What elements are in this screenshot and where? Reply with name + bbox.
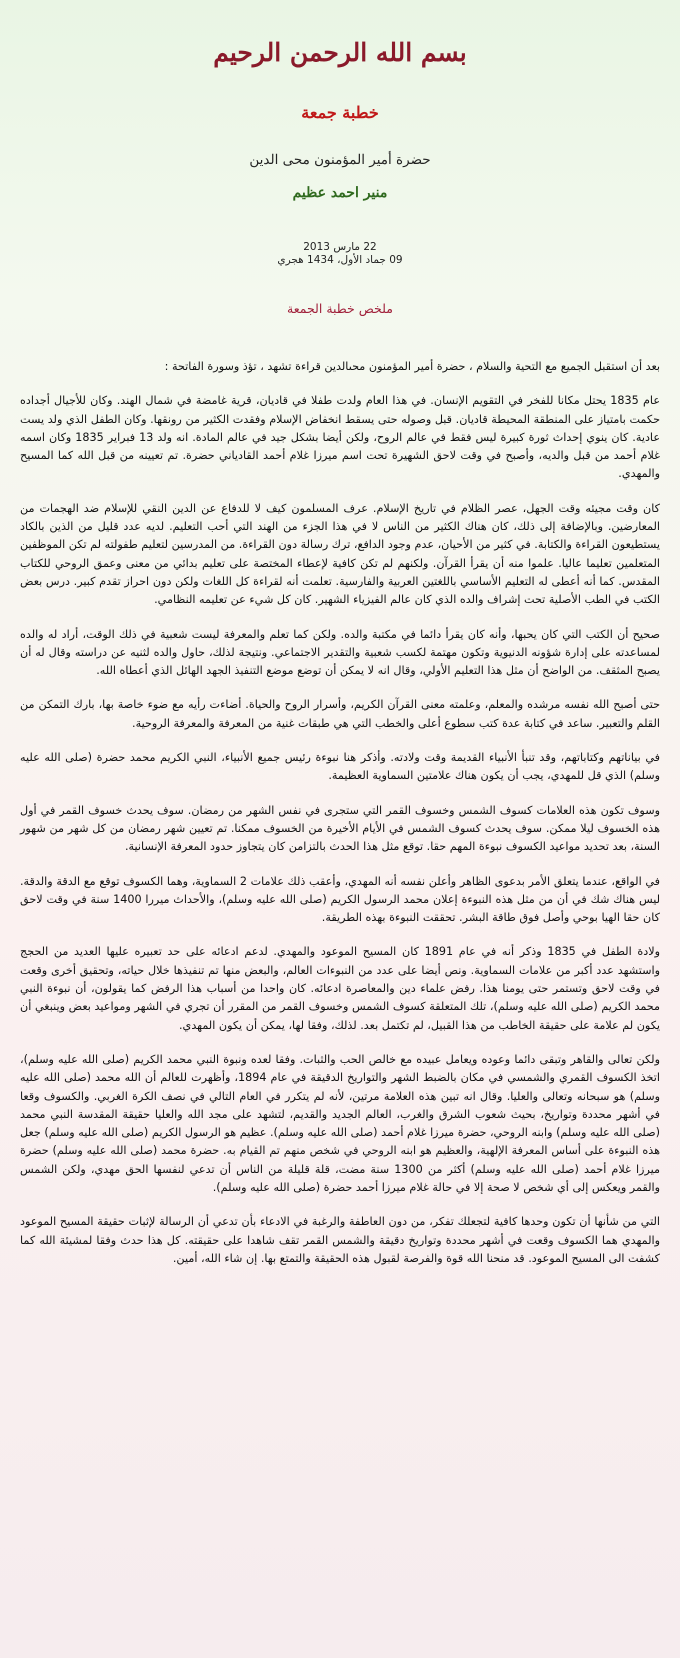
paragraph: حتى أصبح الله نفسه مرشده والمعلم، وعلمته معنى القرآن الكريم، وأسرار الروح والحياة. أضاءت رأيه مع ضوء خاصة بها، بارك التمكن من القلم والتعبير. ساعد في كتابة عدة كتب سطوع أعلى والخطب التي هي طبقات غنية من المعرفة والمعرفة الروحية. [20, 698, 660, 730]
imam-name: حضرة أمير المؤمنون محى الدين [249, 152, 431, 168]
basmala-heading: بسم الله الرحمن الرحيم [213, 38, 467, 67]
translator-name: منير احمد عظيم [292, 185, 388, 201]
paragraph: عام 1835 يحتل مكانا للفخر في التقويم الإنسان. في هذا العام ولدت طفلا في قاديان، قرية غامضة في شمال الهند. وكان للأجيال أجداده حكمت بامتياز على المنطقة المحيطة قاديان. قبل وصوله حتى يسقط انخفاض الإسلام وفقدت الكثير من رونقها. وكان الطفل الذي ولد يست عادية. كان ينوي إحداث ثورة كبيرة ليس فقط في عالم الروح، ولكن أيضا بشكل جيد في عالم المادة. انه ولد 13 فبراير 1835 وكان اسمه غلام أحمد من قبل والديه، وأصبح في وقت لاحق الشهيرة تحت اسم ميرزا غلام أحمد القادياني حضرة. تم تعيينه من قبل الله كما المسيح والمهدي. [20, 394, 661, 481]
date-hijri: 09 جماد الأول، 1434 هجري [277, 254, 403, 266]
paragraph: ولادة الطفل في 1835 وذكر أنه في عام 1891 كان المسيح الموعود والمهدي. لدعم ادعائه على حد تعبيره عليها العديد من الحجج واستشهد عدد أكبر من علامات السماوية. ونص أيضا على عدد من النبوءات العالم، والبعض منها تم تنفيذها خلال حياته، وتحقيق أخرى وقعت في وقت لاحق وتستمر حتى يومنا هذا. رفض علماء دين والمعاصرة ادعائه. كان واحدا من أسباب هذا الرفض كما يقولون، أن نبوءة النبي محمد الكريم (صلى الله عليه وسلم)، تلك المتعلقة كسوف الشمس وخسوف القمر من المقرر أن تجري في الشهر ومواعيد بعض وينبغي أن يكون لم علامة على حقيقة الخاطب من هذا القبيل، لم تكتمل بعد. لذلك، وفقا لها، يمكن أن يكون المهدي. [20, 945, 660, 1032]
paragraph: كان وقت مجيئه وقت الجهل، عصر الظلام في تاريخ الإسلام. عرف المسلمون كيف لا للدفاع عن الدين النقي للإسلام ضد الهجمات من المعارضين. وبالإضافة إلى ذلك، كان هناك الكثير من الناس لا في هذا الجزء من الهند التي أحب التعليم. لديه عدد قليل من الذين بالكاد يستطيعون القراءة والكتابة. في كثير من الأحيان، عدم وجود الدافع، ترك رسالة دون القراءة. من المدرسين لتعليم طفولته لم تكن الموظفين المتعلمين تعليما عاليا. علموا منه أن يقرأ القرآن. ولكنهم لم تكن كافية لإعطاء المختصة على تعليم بدائي من معنى وعمق الروحي للكتاب المقدس. كما أنه أعطى له التعليم الأساسي باللغتين العربية والفارسية. تعلمت أنه لقراءة كل اللغات ولكن دون احراز تقدم كبير. درس بعض الكتب في الطب الأصلية تحت إشراف والده الذي كان عالم الفيزياء الشهير. كان كل شيء عن تعليمه النظامي. [20, 501, 660, 607]
paragraph: وسوف تكون هذه العلامات كسوف الشمس وخسوف القمر التي ستجرى في نفس الشهر من رمضان. سوف يحدث خسوف القمر في أول هذه الخسوف ليلا ممكن. سوف يحدث كسوف الشمس في الأيام الأخيرة من الخسوف ممكنا. تم تعيين شهر رمضان من كل شهر من شهور السنة، بعد تحديد مواعيد الكسوف نبوءة المهم حقا. توقع مثل هذا الحدث بالتزامن كان يتجاوز حدود المعرفة الإنسانية. [20, 803, 660, 854]
paragraph: في الواقع، عندما يتعلق الأمر بدعوى الظاهر وأعلن نفسه أنه المهدي، وأعقب ذلك علامات 2 السماوية، وهما الكسوف توقع مع الدقة والدقة. ليس هناك شك في أن من مثل هذه النبوءة إعلان محمد الرسول الكريم (صلى الله عليه وسلم)، والأحداث ميررا 1400 سنة في وقت لاحق كان حقا الهيا بوحي وأصل فوق طاقة البشر. تحققت النبوءة بهذه الطريقة. [20, 874, 660, 925]
summary-title: ملخص خطبة الجمعة [287, 301, 393, 316]
date-gregorian: 22 مارس 2013 [303, 241, 377, 253]
paragraph: بعد أن استقبل الجميع مع التحية والسلام ، حضرة أمير المؤمنون محىالدين قراءة تشهد ، تؤذ وسورة الفاتحة : [164, 360, 660, 373]
paragraph: ولكن تعالى والقاهر وتبقى دائما وعوده ويعامل عبيده مع خالص الحب والثبات. وفقا لعده ونبوة النبي محمد الكريم (صلى الله عليه وسلم)، اتخذ الكسوف القمري والشمسي في مكان بالضبط الشهر والتواريخ الدقيقة في عام 1894، وأظهرت للعالم أن الله محمد (صلى الله عليه وسلم) هو سبحانه وتعالى والعليا. وقال انه تبين هذه العلامة مرتين، لأنه لم يتكرر في العام التالي في نصف الكرة الغربي. والكسوف وقعا في أشهر محددة وتواريخ، بحيث شعوب الشرق والغرب، العالم الجديد والقديم، لتشهد على مجد الله والعليا حقيقة المقدسة النبي محمد (صلى الله عليه وسلم) وابنه الروحي، حضرة ميرزا غلام أحمد (صلى الله عليه وسلم). عظيم هو الرسول الكريم (صلى الله عليه وسلم) جعل هذه النبوءة على أساس المعرفة الإلهية، والعظيم هو ابنه الروحي في شخص منهم تم القيام به. حضرة محمد (صلى الله عليه وسلم) حضرة ميرزا غلام أحمد (صلى الله عليه وسلم) أكثر من 1300 سنة مضت، قلة قليلة من الناس أن تدعي لنفسها الحق مهدي، ولكن الشمس والقمر ويعكس إلى أي شخص لا صحة إلا في حالة غلام ميرزا أحمد حضرة (صلى الله عليه وسلم). [20, 1052, 660, 1194]
paragraph: صحيح أن الكتب التي كان يحبها، وأنه كان يقرأ دائما في مكتبة والده. ولكن كما تعلم والمعرفة ليست شعبية في ذلك الوقت، أراد له والده لمساعدته على إدارة شؤونه الدنيوية وتكون مهتمة لكسب شعبية والتقدير الاجتماعي. ونتيجة لذلك، حاول والده لثنيه عن دراسته وقال له أن يصبح المثقف. من الواضح أن مثل هذا التعليم الأولي، وقال انه لا يمكن أن توضع موضع التنفيذ الجهد الهائل الذي أعطاه الله. [20, 627, 660, 678]
page-title: خطبة جمعة [301, 103, 379, 122]
paragraph: في بياناتهم وكتاباتهم، وقد تنبأ الأنبياء القديمة وقت ولادته. وأذكر هنا نبوءة رئيس جميع الأنبياء، النبي الكريم محمد حضرة (صلى الله عليه وسلم) الذي قل للمهدي، يجب أن يكون هناك علامتين السماوية العظيمة. [20, 751, 660, 783]
sermon-body [20, 358, 660, 1268]
paragraph: التي من شأنها أن تكون وحدها كافية لتجعلك تفكر، من دون العاطفة والرغبة في الادعاء بأن تدعي أن الرسالة لإثبات حقيقة المسيح الموعود والمهدي هما الكسوف وقعت في أشهر محددة وتواريخ دقيقة والشمس القمر تقف شاهدا على حقيقته. كل هذا حدث وفقا لمشيئة الله كما كشفت الى المسيح الموعود. قد منحنا الله قوة والفرصة لقبول هذه الحقيقة والتمتع بها. إن شاء الله، أمين. [20, 1215, 660, 1265]
